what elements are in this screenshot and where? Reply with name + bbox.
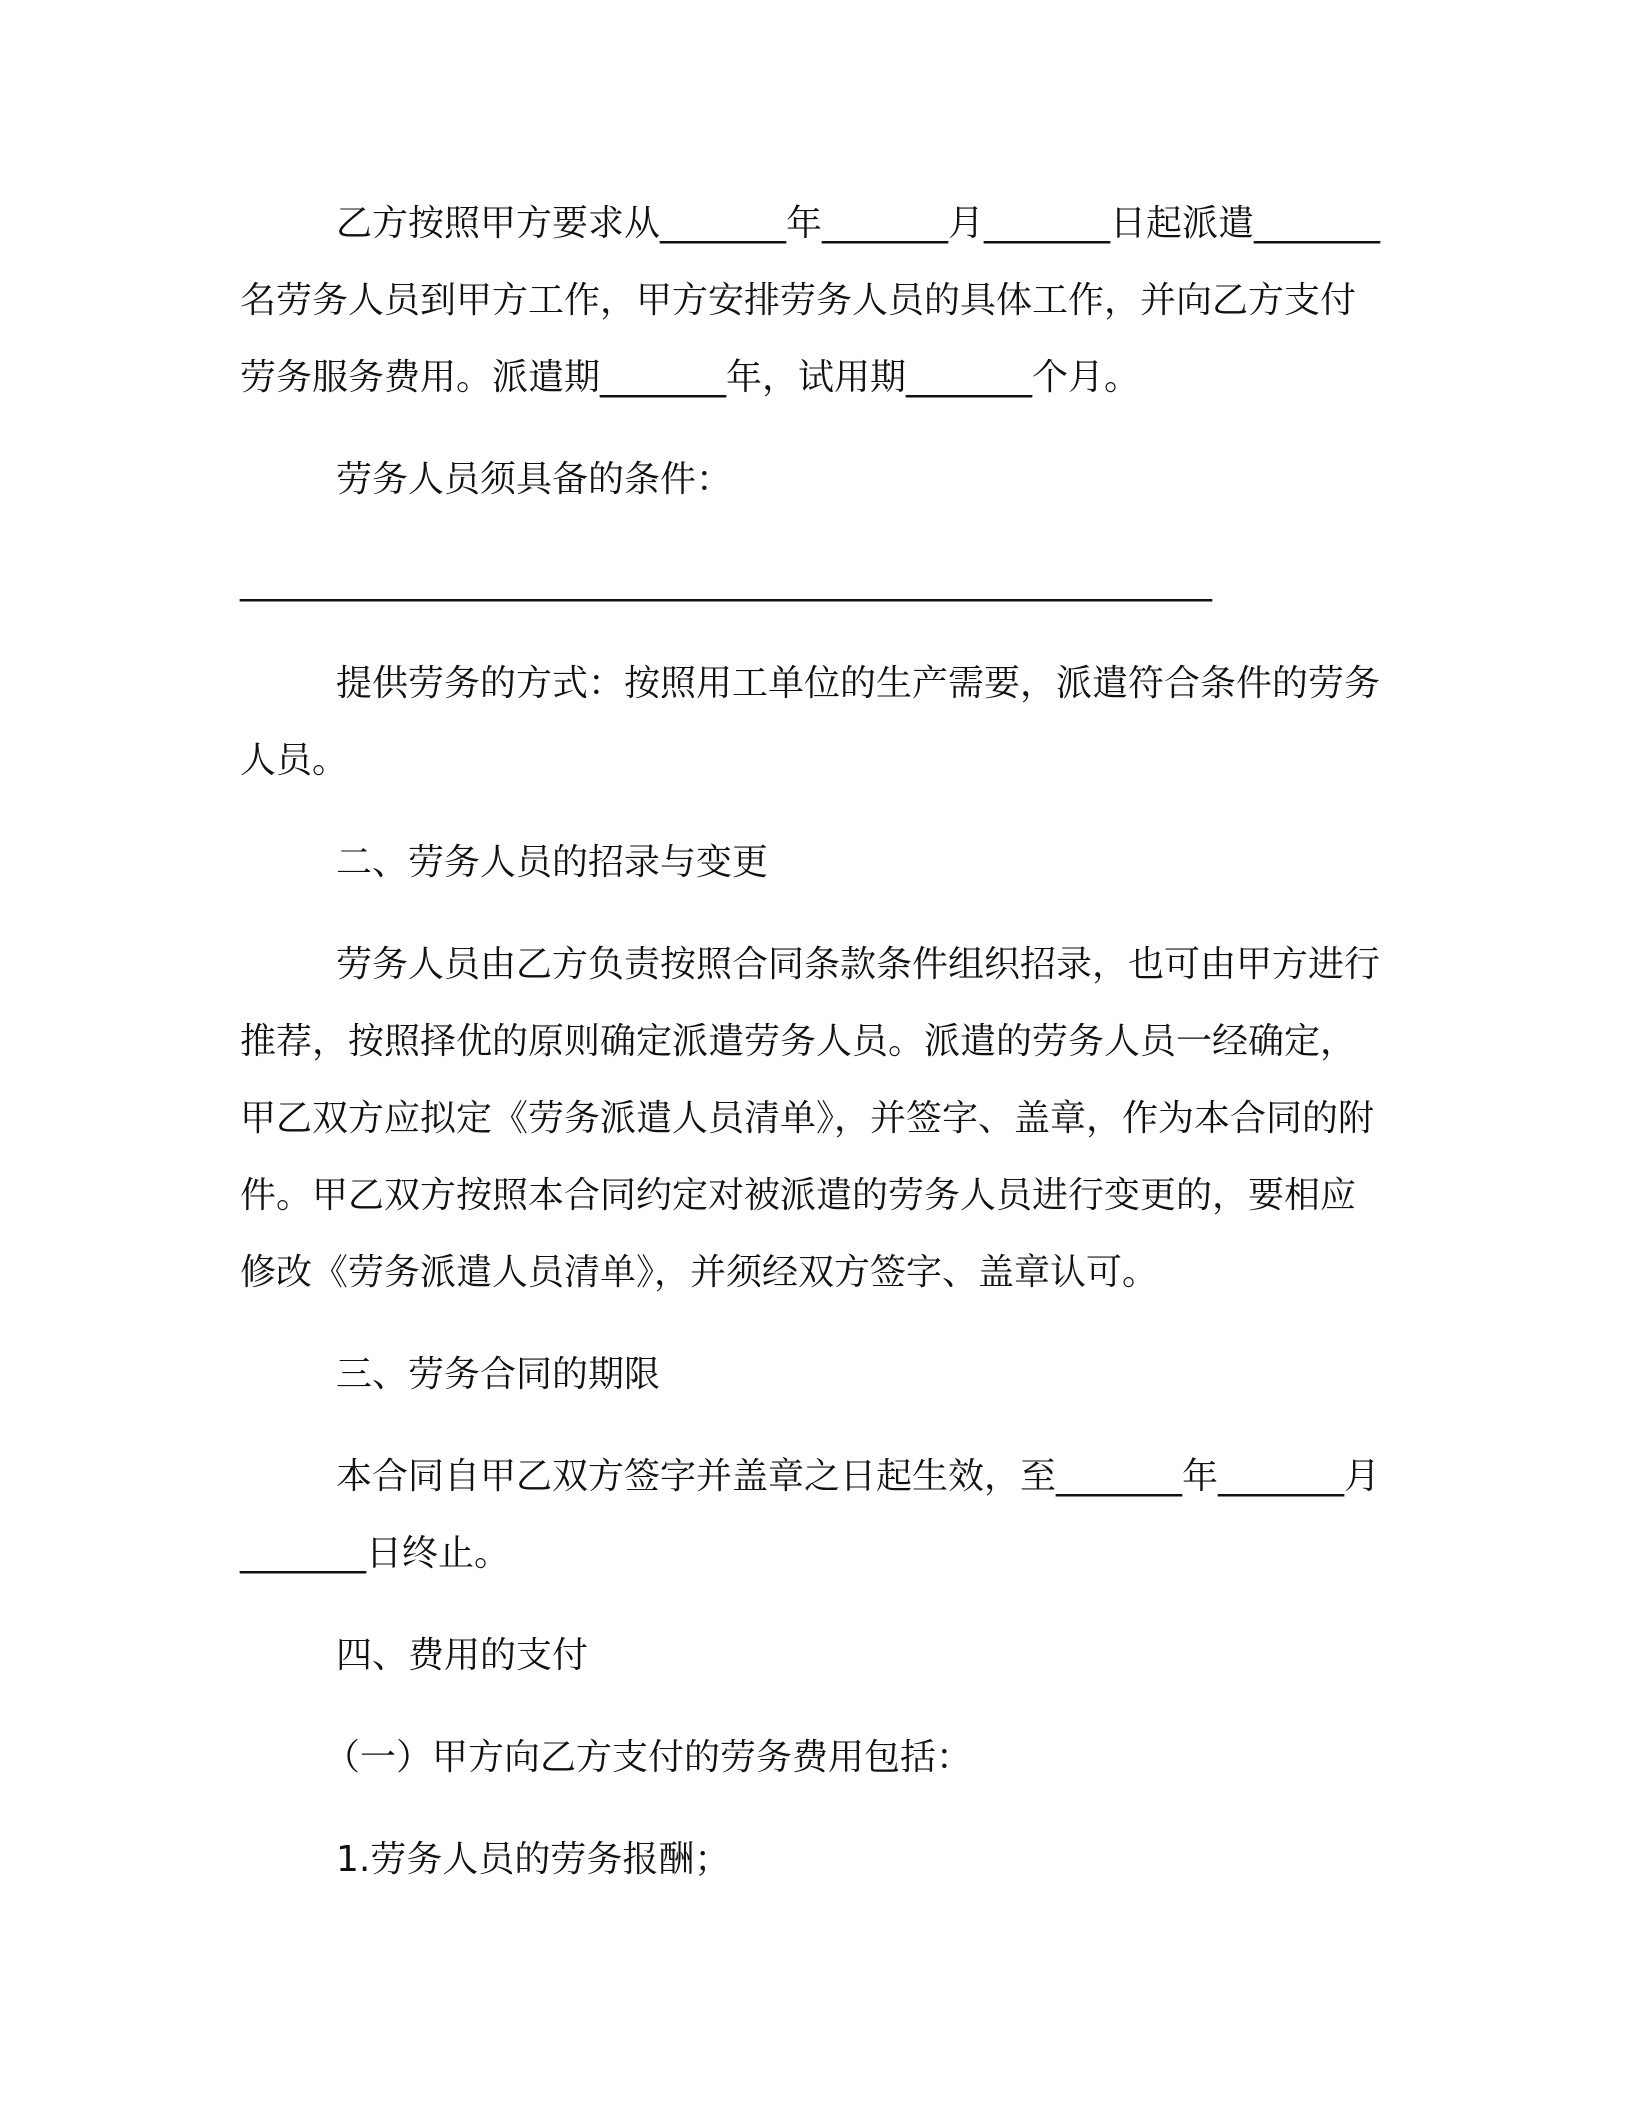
requirements-blank-line: ______________________________________________________ — [240, 561, 1212, 602]
paragraph-term: 本合同自甲乙双方签字并盖章之日起生效，至_______年_______月_______日终止。 — [240, 1456, 1381, 1574]
paragraph-service-method: 提供劳务的方式：按照用工单位的生产需要，派遣符合条件的劳务人员。 — [240, 663, 1381, 781]
paragraph-requirements-label: 劳务人员须具备的条件： — [336, 459, 733, 500]
paragraph-recruitment: 劳务人员由乙方负责按照合同条款条件组织招录，也可由甲方进行推荐，按照择优的原则确定派遣劳务人员。派遣的劳务人员一经确定，甲乙双方应拟定《劳务派遣人员清单》，并签字、盖章，作为本合同的附件。甲乙双方按照本合同约定对被派遣的劳务人员进行变更的，要相应修改《劳务派遣人员清单》，并须经双方签字、盖章认可。 — [240, 944, 1381, 1293]
document-page — [240, 185, 1380, 1898]
list-item-labor-remuneration: 1.劳务人员的劳务报酬； — [336, 1839, 731, 1880]
subsection-fees-included: （一）甲方向乙方支付的劳务费用包括： — [324, 1737, 973, 1778]
paragraph-dispatch-terms: 乙方按照甲方要求从_______年_______月_______日起派遣_______名劳务人员到甲方工作，甲方安排劳务人员的具体工作，并向乙方支付劳务服务费用。派遣期_______年，试用期_______个月。 — [240, 203, 1381, 398]
section-heading-term: 三、劳务合同的期限 — [336, 1354, 661, 1395]
section-heading-payment: 四、费用的支付 — [336, 1635, 589, 1676]
section-heading-recruitment: 二、劳务人员的招录与变更 — [336, 842, 769, 883]
